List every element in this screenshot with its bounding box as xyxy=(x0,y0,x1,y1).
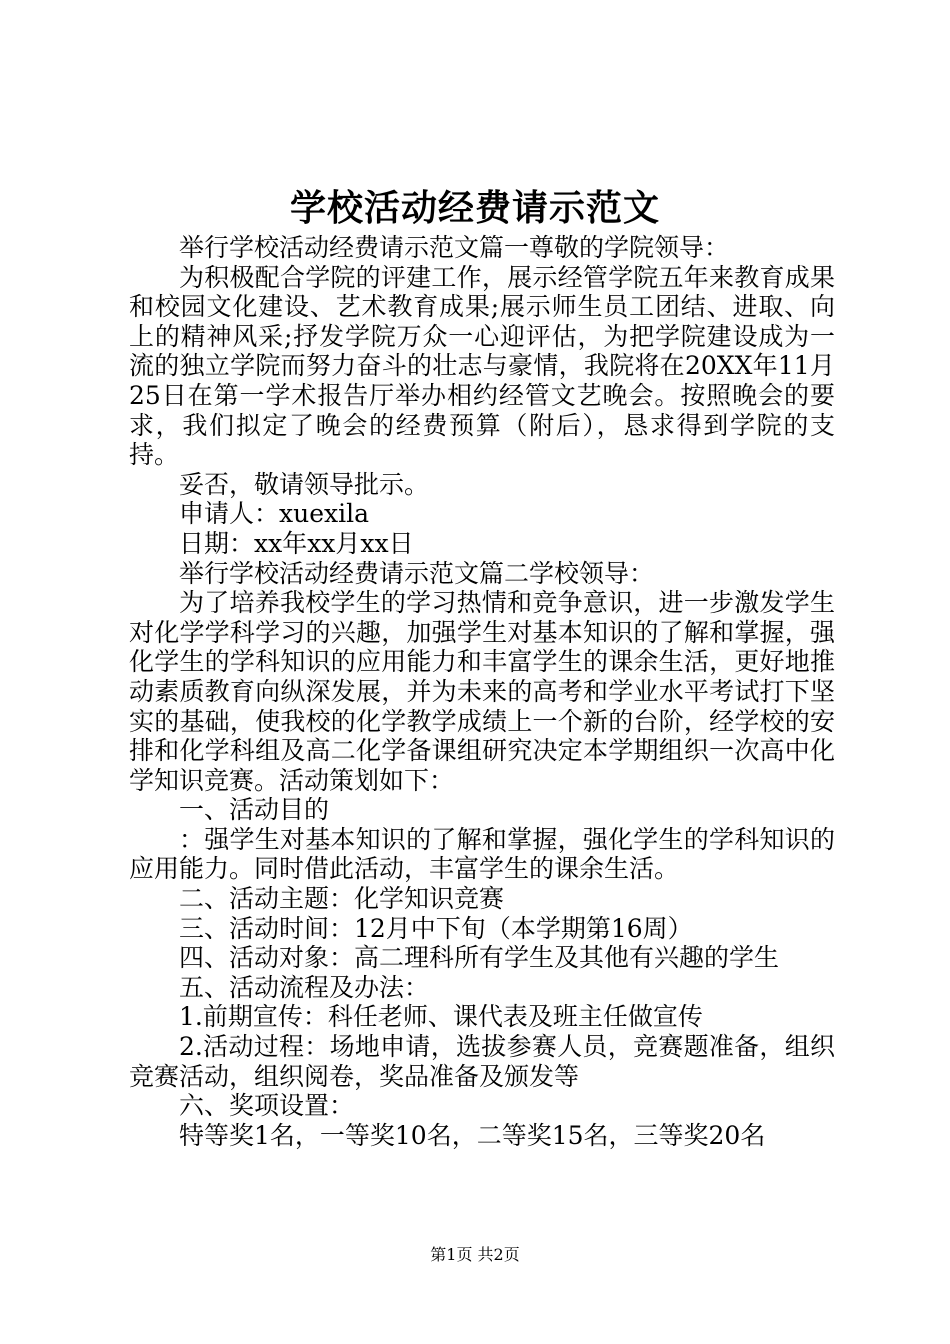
section-awards: 六、奖项设置： xyxy=(179,1091,355,1121)
paragraph-7: 为了培养我校学生的学习热情和竞争意识，进一步激发学生对化学学科学习的兴趣，加强学生对基本知识的了解和掌握，强化学生的学科知识的应用能力和丰富学生的课余生活，更好地推动素质教育向纵深发展，并为未来的高考和学业水平考试打下坚实的基础，使我校的化学教学成绩上一个新的台阶，经学校的安排和化学科组及高二化学备课组研究决定本学期组织一次高中化学知识竞赛。活动策划如下： xyxy=(129,588,835,795)
section-process: 五、活动流程及办法： xyxy=(179,972,430,1002)
section-theme: 二、活动主题：化学知识竞赛 xyxy=(179,884,505,914)
document-title: 学校活动经费请示范文 xyxy=(289,187,660,229)
page-footer: 第1页 共2页 xyxy=(430,1245,520,1264)
applicant-line: 申请人：xuexila xyxy=(179,499,369,529)
process-step-2: 2.活动过程：场地申请，选拔参赛人员，竞赛题准备，组织竞赛活动，组织阅卷，奖品准备及颁发等 xyxy=(129,1032,835,1091)
date-line: 日期：xx年xx月xx日 xyxy=(179,528,414,558)
paragraph-1: 举行学校活动经费请示范文篇一尊敬的学院领导： xyxy=(179,233,730,262)
document-body xyxy=(129,233,835,1150)
paragraph-3: 妥否，敬请领导批示。 xyxy=(179,469,430,499)
paragraph-6: 举行学校活动经费请示范文篇二学校领导： xyxy=(179,558,655,588)
paragraph-9: ：强学生对基本知识的了解和掌握，强化学生的学科知识的应用能力。同时借此活动，丰富学生的课余生活。 xyxy=(129,824,835,884)
section-time: 三、活动时间：12月中下旬（本学期第16周） xyxy=(179,913,693,943)
section-audience: 四、活动对象：高二理科所有学生及其他有兴趣的学生 xyxy=(179,943,780,973)
awards-detail: 特等奖1名，一等奖10名，二等奖15名，三等奖20名 xyxy=(179,1120,766,1150)
section-heading-purpose: 一、活动目的 xyxy=(179,795,330,825)
process-step-1: 1.前期宣传：科任老师、课代表及班主任做宣传 xyxy=(179,1002,703,1032)
paragraph-2: 为积极配合学院的评建工作，展示经管学院五年来教育成果和校园文化建设、艺术教育成果;展示师生员工团结、进取、向上的精神风采;抒发学院万众一心迎评估，为把学院建设成为一流的独立学院而努力奋斗的壮志与豪情，我院将在20XX年11月25日在第一学术报告厅举办相约经管文艺晚会。按照晚会的要求，我们拟定了晚会的经费预算（附后），恳求得到学院的支持。 xyxy=(129,262,835,470)
